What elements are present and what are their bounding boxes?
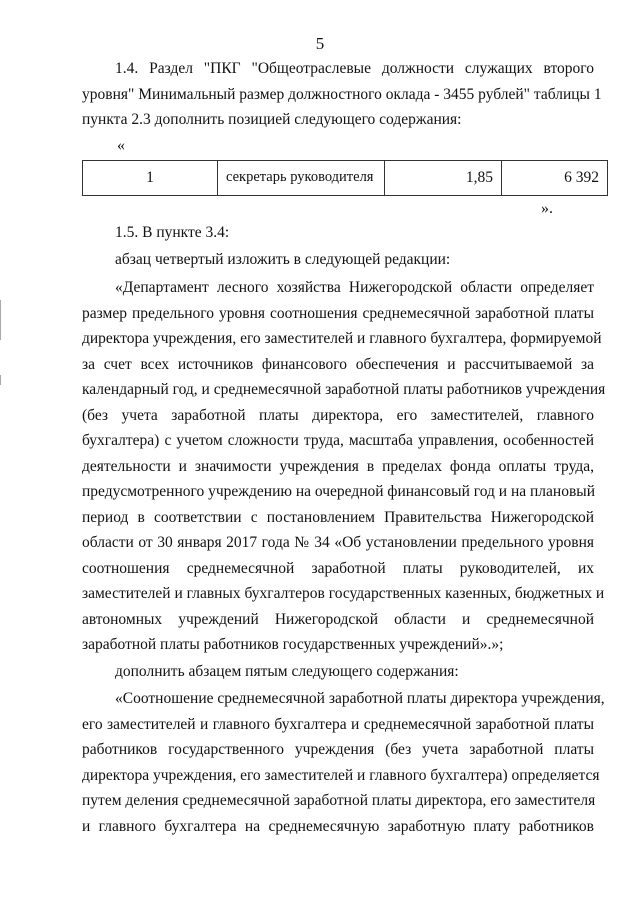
close-quote-mark: ». (541, 200, 553, 217)
quote-1-line: (без учета заработной платы директора, его заместителей, главного (82, 406, 594, 424)
quote-1-line: соотношения среднемесячной заработной платы руководителей, их (82, 559, 594, 577)
quote-2-line: директора учреждения, его заместителей и главного бухгалтера) определяется (82, 766, 600, 784)
item-1-5-sub-text: абзац четвертый изложить в следующей редакции: (115, 250, 451, 268)
addition-intro-text: дополнить абзацем пятым следующего содержания: (115, 663, 459, 680)
quote-1-line: деятельности и значимости учреждения в пределах фонда оплаты труда, (82, 457, 594, 475)
quote-1-line: заместителей и главных бухгалтеров государственных казенных, бюджетных и (82, 585, 605, 602)
quote-1-line: автономных учреждений Нижегородской области и среднемесячной (82, 610, 594, 628)
quote-1-line: размер предельного уровня соотношения среднемесячной заработной платы (82, 304, 594, 322)
quote-1-line: директора учреждения, его заместителей и главного бухгалтера, формируемой (82, 330, 602, 347)
quote-2-line: путем деления среднемесячной заработной платы директора, его заместителя (82, 792, 596, 809)
item-1-5-heading-text: 1.5. В пункте 3.4: (115, 224, 230, 241)
quote-paragraph-2 (82, 686, 605, 839)
item-1-4-line: 1.4. Раздел "ПКГ "Общеотраслевые должности служащих второго (115, 60, 594, 77)
scan-edge-mark (0, 300, 1, 340)
quote-1-line: период в соответствии с постановлением Правительства Нижегородской (82, 508, 594, 526)
quote-1-line: бухгалтера) с учетом сложности труда, масштаба управления, особенностей (82, 432, 594, 449)
quote-2-line: и главного бухгалтера на среднемесячную заработную плату работников (82, 817, 594, 835)
table-row (83, 161, 608, 196)
quote-2-line: работников государственного учреждения (без учета заработной платы (82, 741, 594, 758)
addition-intro (115, 659, 594, 685)
quote-1-line: заработной платы работников государственных учреждений».»; (82, 636, 504, 653)
quote-2-line: его заместителей и главного бухгалтера и среднемесячной заработной платы (82, 715, 594, 733)
open-quote-mark: « (117, 137, 125, 154)
table-cell-salary: 6 392 (502, 161, 608, 196)
item-1-4-paragraph (82, 56, 602, 133)
table-cell-position: секретарь руководителя (218, 161, 385, 196)
item-1-5-heading (115, 220, 594, 272)
quote-1-line: предусмотренного учреждению на очередной финансовый год и на плановый (82, 483, 595, 500)
page-number: 5 (315, 34, 325, 53)
quote-1-line: «Департамент лесного хозяйства Нижегородской области определяет (115, 279, 594, 296)
quote-paragraph-1 (82, 275, 606, 658)
table-cell-number: 1 (83, 161, 218, 196)
scan-edge-mark (0, 375, 1, 385)
quote-1-line: области от 30 января 2017 года № 34 «Об установлении предельного уровня (82, 534, 594, 551)
quote-2-line: «Соотношение среднемесячной заработной платы директора учреждения, (115, 690, 605, 707)
quote-1-line: календарный год, и среднемесячной заработной платы работников учреждения (82, 381, 606, 398)
staff-position-table (82, 160, 608, 196)
item-1-4-line: уровня" Минимальный размер должностного оклада - 3455 рублей" таблицы 1 (82, 85, 602, 103)
table-cell-coefficient: 1,85 (385, 161, 502, 196)
item-1-4-line: пункта 2.3 дополнить позицией следующего содержания: (82, 111, 462, 128)
quote-1-line: за счет всех источников финансового обеспечения и рассчитываемой за (82, 355, 594, 373)
